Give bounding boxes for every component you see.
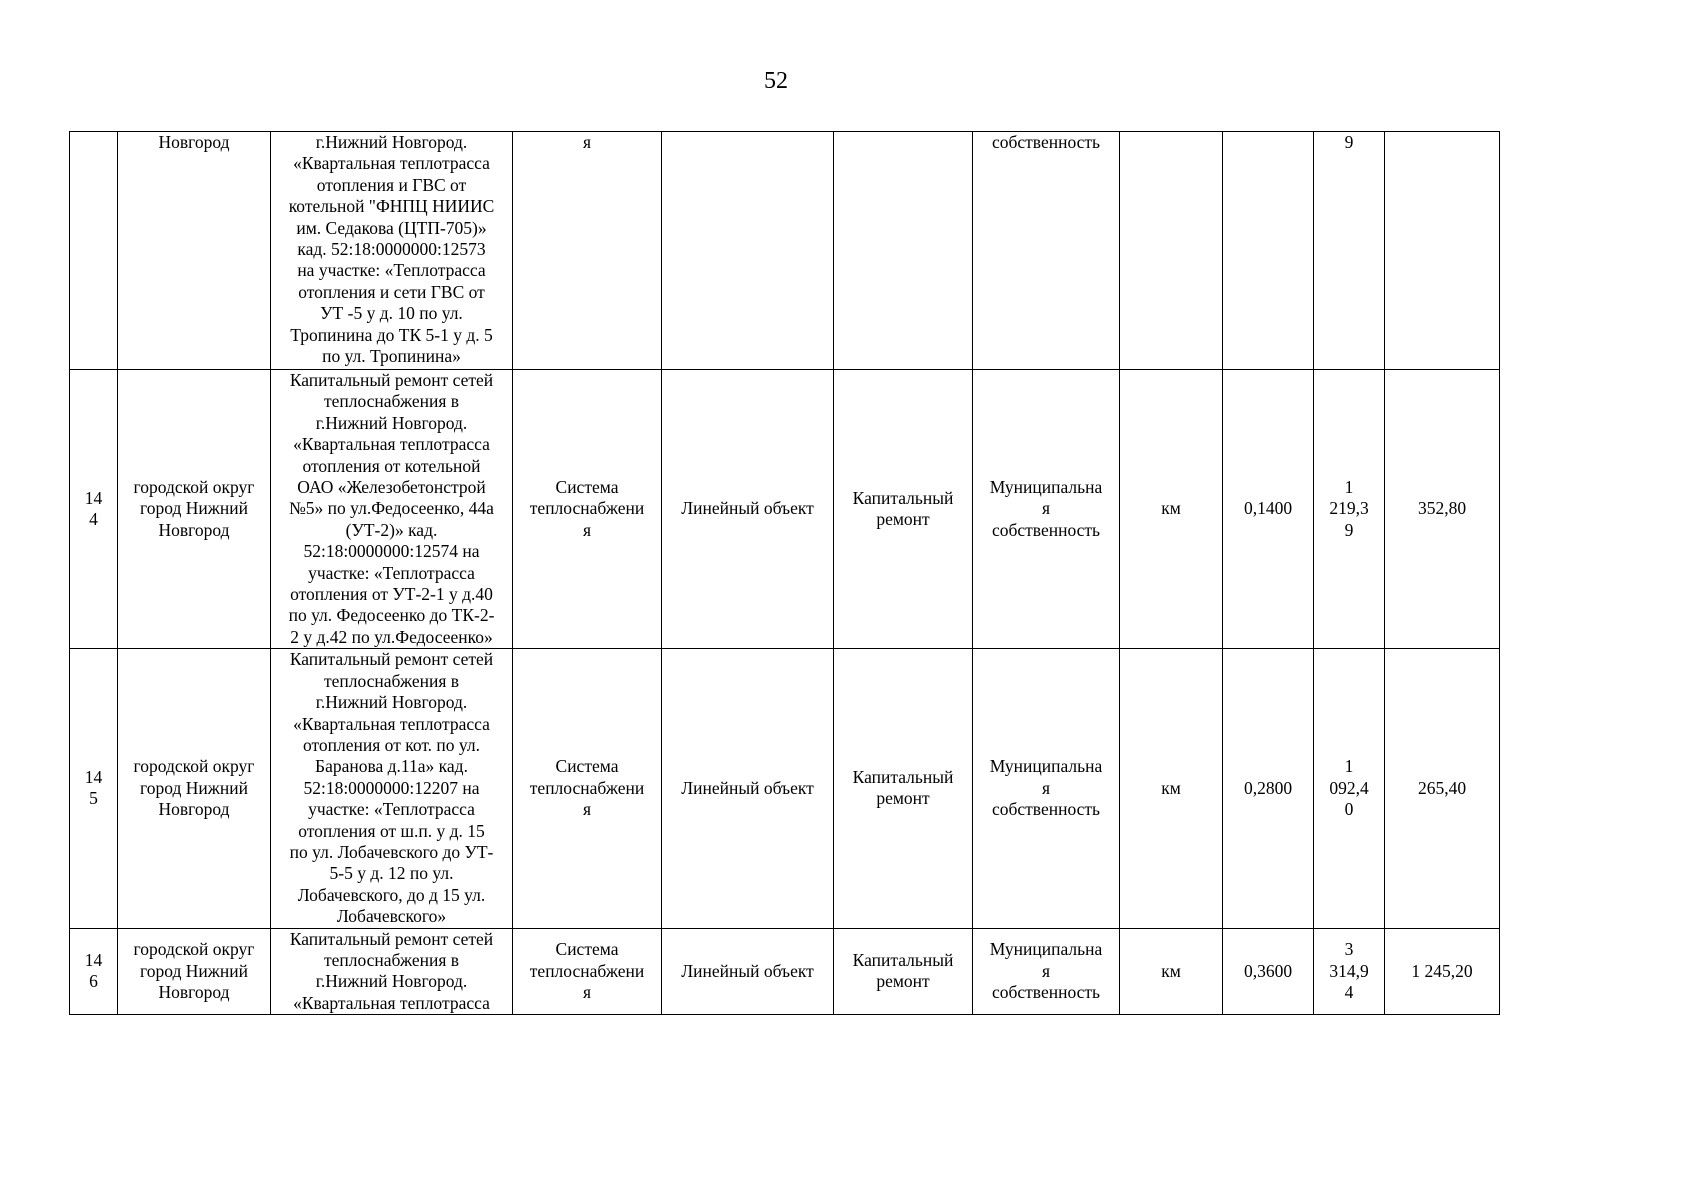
ownership-cell [973,928,1120,1015]
value2: 1 245,20 [1411,960,1473,981]
system: Система теплоснабжени я [529,477,645,540]
row-number-cell [70,928,118,1015]
description: Капитальный ремонт сетей теплоснабжения в г.Нижний Новгород. «Квартальная теплотрасса отопления от котельной ОАО «Железобетонстрой №5» по ул.Федосеенко, 44а (УТ-2)» кад. 52:18:0000000:12574 на участке: «Теплотрасса отопления от УТ-2-1 у д.40 по ул. Федосеенко до ТК-2- 2 у д.42 по ул.Федосеенко» [288,370,495,647]
description-cell [271,928,513,1015]
description-cell [271,132,513,370]
ownership: Муниципальна я собственность [989,477,1103,540]
row-number: 14 6 [84,949,103,992]
value1-cell [1314,370,1385,649]
system: я [582,132,592,152]
object-type-cell [662,132,834,370]
length: 0,1400 [1243,498,1293,519]
row-number: 14 4 [84,487,103,530]
table-row [70,370,1500,649]
ownership-cell [973,132,1120,370]
territory: городской округ город Нижний Новгород [133,939,255,1003]
work-type-cell [834,132,973,370]
length-cell [1223,370,1314,649]
value1-cell [1314,928,1385,1015]
system: Система теплоснабжени я [529,756,645,820]
description-cell [271,649,513,928]
territory-cell [118,370,271,649]
table-row [70,132,1500,370]
unit: км [1161,498,1181,519]
value1-cell [1314,132,1385,370]
ownership-cell [973,649,1120,928]
length: 0,3600 [1243,960,1293,981]
territory-cell [118,928,271,1015]
value2-cell [1385,370,1500,649]
row-number: 14 5 [84,767,103,809]
value2-cell [1385,649,1500,928]
row-number-cell [70,649,118,928]
ownership: Муниципальна я собственность [989,939,1103,1003]
ownership: собственность [991,132,1101,152]
length-cell [1223,928,1314,1015]
description-cell [271,370,513,649]
unit-cell [1120,649,1223,928]
value1-cell [1314,649,1385,928]
object-type-cell [662,649,834,928]
ownership: Муниципальна я собственность [989,756,1103,820]
territory: Новгород [158,132,230,152]
length-cell [1223,132,1314,370]
value1: 9 [1344,132,1354,152]
table-row [70,928,1500,1015]
system-cell [513,928,662,1015]
length-cell [1223,649,1314,928]
work-type: Капитальный ремонт [852,767,954,809]
value2: 352,80 [1417,498,1467,519]
object-type: Линейный объект [681,777,814,798]
length: 0,2800 [1243,777,1293,798]
ownership-cell [973,370,1120,649]
value2-cell [1385,132,1500,370]
work-type-cell [834,928,973,1015]
value1: 3 314,9 4 [1329,939,1369,1003]
value2: 265,40 [1417,777,1467,798]
object-type-cell [662,370,834,649]
system: Система теплоснабжени я [529,939,645,1003]
value1: 1 219,3 9 [1329,477,1369,540]
system-cell [513,370,662,649]
work-type-cell [834,649,973,928]
territory-cell [118,132,271,370]
object-type-cell [662,928,834,1015]
unit-cell [1120,928,1223,1015]
object-type: Линейный объект [681,498,814,519]
unit-cell [1120,132,1223,370]
page-number: 52 [764,68,788,94]
row-number-cell [70,132,118,370]
territory-cell [118,649,271,928]
unit-cell [1120,370,1223,649]
territory: городской округ город Нижний Новгород [133,756,255,820]
territory: городской округ город Нижний Новгород [133,477,255,540]
row-number-cell [70,370,118,649]
table-row [70,649,1500,928]
description: г.Нижний Новгород. «Квартальная теплотрасса отопления и ГВС от котельной "ФНПЦ НИИИС им. Седакова (ЦТП-705)» кад. 52:18:0000000:12573 на участке: «Теплотрасса отопления и сети ГВС от УТ -5 у д. 10 по ул. Тропинина до ТК 5-1 у д. 5 по ул. Тропинина» [288,132,495,367]
system-cell [513,132,662,370]
value2-cell [1385,928,1500,1015]
unit: км [1161,777,1181,798]
unit: км [1161,960,1181,981]
system-cell [513,649,662,928]
projects-table [69,131,1500,1015]
description: Капитальный ремонт сетей теплоснабжения в г.Нижний Новгород. «Квартальная теплотрасса отопления от кот. по ул. Баранова д.11а» кад. 52:18:0000000:12207 на участке: «Теплотрасса отопления от ш.п. у д. 15 по ул. Лобачевского до УТ- 5-5 у д. 12 по ул. Лобачевского, до д 15 ул. Лобачевского» [289,649,494,927]
value1: 1 092,4 0 [1329,756,1369,820]
work-type: Капитальный ремонт [852,487,954,530]
work-type: Капитальный ремонт [852,949,954,992]
work-type-cell [834,370,973,649]
description: Капитальный ремонт сетей теплоснабжения в г.Нижний Новгород. «Квартальная теплотрасса [289,928,494,1013]
object-type: Линейный объект [681,960,814,981]
